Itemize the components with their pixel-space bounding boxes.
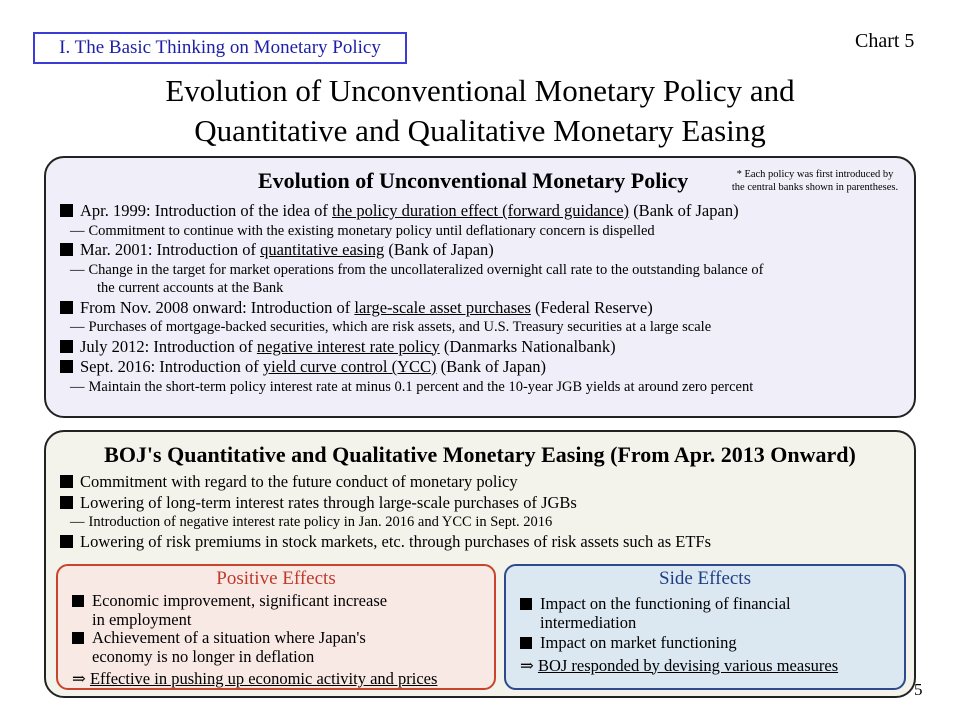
effect-text-continued: intermediation [540, 612, 637, 632]
policy-item-2008 [60, 298, 910, 319]
evolution-note-line-2: the central banks shown in parentheses. [731, 182, 899, 193]
qqe-item-risk-premiums [60, 532, 910, 553]
policy-key: quantitative easing [260, 240, 385, 259]
qqe-title: BOJ's Quantitative and Qualitative Monetary Easing (From Apr. 2013 Onward) [104, 442, 856, 467]
policy-item-2016 [60, 357, 910, 378]
policy-detail-text: Purchases of mortgage-backed securities, which are risk assets, and U.S. Treasury securities at a large scale [88, 319, 712, 335]
policy-key: negative interest rate policy [256, 336, 440, 356]
qqe-list [60, 472, 910, 552]
policy-detail-2008 [60, 318, 910, 337]
policy-key: yield curve control (YCC) [262, 357, 437, 376]
side-effect-intermediation [520, 595, 904, 632]
bullet-square-icon [60, 496, 73, 509]
page-title-line-2: Quantitative and Qualitative Monetary Easing [194, 113, 766, 148]
side-effects-list [506, 590, 904, 675]
evolution-panel [44, 156, 916, 418]
evolution-list [60, 201, 910, 396]
effect-text: Economic improvement, significant increase [92, 591, 388, 610]
positive-effects-title: Positive Effects [216, 568, 336, 589]
policy-item-2012 [60, 337, 910, 358]
side-effects-conclusion [520, 657, 904, 676]
bullet-square-icon [520, 637, 532, 649]
qqe-subitem [60, 513, 910, 532]
policy-detail-2016 [60, 378, 910, 397]
bullet-square-icon [60, 535, 73, 548]
side-effect-market [520, 634, 904, 653]
policy-detail-text: Change in the target for market operations from the uncollateralized overnight call rate to the outstanding balance of [88, 261, 764, 278]
policy-key: large-scale asset purchases [354, 297, 531, 317]
positive-effects-panel [56, 564, 496, 690]
side-effects-panel [504, 564, 906, 690]
evolution-title: Evolution of Unconventional Monetary Policy [258, 168, 689, 193]
conclusion-text: BOJ responded by devising various measures [537, 655, 839, 675]
dash-icon: — [70, 378, 85, 395]
policy-item-1999 [60, 201, 910, 222]
policy-text: Apr. 1999: Introduction of the idea of [80, 201, 333, 220]
dash-icon: — [70, 319, 85, 335]
arrow-right-icon: ⇒ [520, 655, 534, 675]
positive-effect-economy [72, 592, 494, 629]
effect-text: Impact on the functioning of financial [540, 594, 791, 613]
qqe-item-long-term-rates [60, 493, 910, 514]
policy-detail-text: Commitment to continue with the existing monetary policy until deflationary concern is dispelled [88, 222, 655, 239]
page-title [0, 71, 960, 151]
policy-detail-continued: the current accounts at the Bank [97, 280, 284, 296]
page-number: 5 [914, 680, 923, 699]
bullet-square-icon [60, 340, 73, 353]
positive-effect-deflation [72, 629, 494, 666]
evolution-note [716, 168, 914, 194]
policy-text: From Nov. 2008 onward: Introduction of [80, 297, 355, 317]
effect-text: Impact on market functioning [540, 633, 737, 652]
policy-text: Sept. 2016: Introduction of [80, 357, 263, 376]
bullet-square-icon [72, 595, 84, 607]
policy-key: the policy duration effect (forward guidance) [332, 201, 630, 220]
bullet-square-icon [60, 475, 73, 488]
qqe-item-commitment [60, 472, 910, 493]
bullet-square-icon [60, 360, 73, 373]
policy-bank: (Federal Reserve) [530, 297, 653, 317]
dash-icon: — [70, 514, 85, 530]
policy-detail-2001 [60, 261, 910, 298]
policy-bank: (Bank of Japan) [436, 357, 547, 376]
policy-detail-1999 [60, 222, 910, 241]
bullet-square-icon [60, 204, 73, 217]
evolution-note-line-1: * Each policy was first introduced by [736, 169, 894, 180]
policy-bank: (Bank of Japan) [384, 240, 494, 259]
effect-text-continued: in employment [92, 609, 192, 629]
dash-icon: — [70, 261, 85, 278]
qqe-item-text: Lowering of risk premiums in stock markets, etc. through purchases of risk assets such as ETFs [80, 531, 712, 551]
page-title-line-1: Evolution of Unconventional Monetary Policy and [165, 73, 795, 108]
policy-bank: (Danmarks Nationalbank) [439, 336, 616, 356]
positive-effects-list [58, 590, 494, 689]
policy-text: July 2012: Introduction of [80, 336, 257, 356]
chart-label: Chart 5 [855, 30, 915, 52]
bullet-square-icon [72, 632, 84, 644]
effect-text: Achievement of a situation where Japan's [92, 628, 366, 647]
dash-icon: — [70, 222, 85, 239]
qqe-item-text: Commitment with regard to the future conduct of monetary policy [80, 472, 518, 491]
conclusion-text: Effective in pushing up economic activity and prices [89, 669, 438, 688]
side-effects-title: Side Effects [659, 568, 751, 589]
policy-bank: (Bank of Japan) [629, 201, 739, 220]
qqe-panel [44, 430, 916, 698]
policy-text: Mar. 2001: Introduction of [80, 240, 261, 259]
qqe-subitem-text: Introduction of negative interest rate policy in Jan. 2016 and YCC in Sept. 2016 [88, 514, 553, 530]
evolution-header [46, 166, 914, 196]
policy-detail-text: Maintain the short-term policy interest rate at minus 0.1 percent and the 10-year JGB yields at around zero percent [88, 378, 754, 395]
bullet-square-icon [60, 301, 73, 314]
section-tag: I. The Basic Thinking on Monetary Policy [33, 32, 407, 64]
bullet-square-icon [60, 243, 73, 256]
policy-item-2001 [60, 240, 910, 261]
positive-effects-conclusion [72, 670, 494, 689]
bullet-square-icon [520, 598, 532, 610]
qqe-item-text: Lowering of long-term interest rates through large-scale purchases of JGBs [80, 492, 577, 512]
arrow-right-icon: ⇒ [72, 669, 86, 688]
effect-text-continued: economy is no longer in deflation [92, 646, 315, 666]
